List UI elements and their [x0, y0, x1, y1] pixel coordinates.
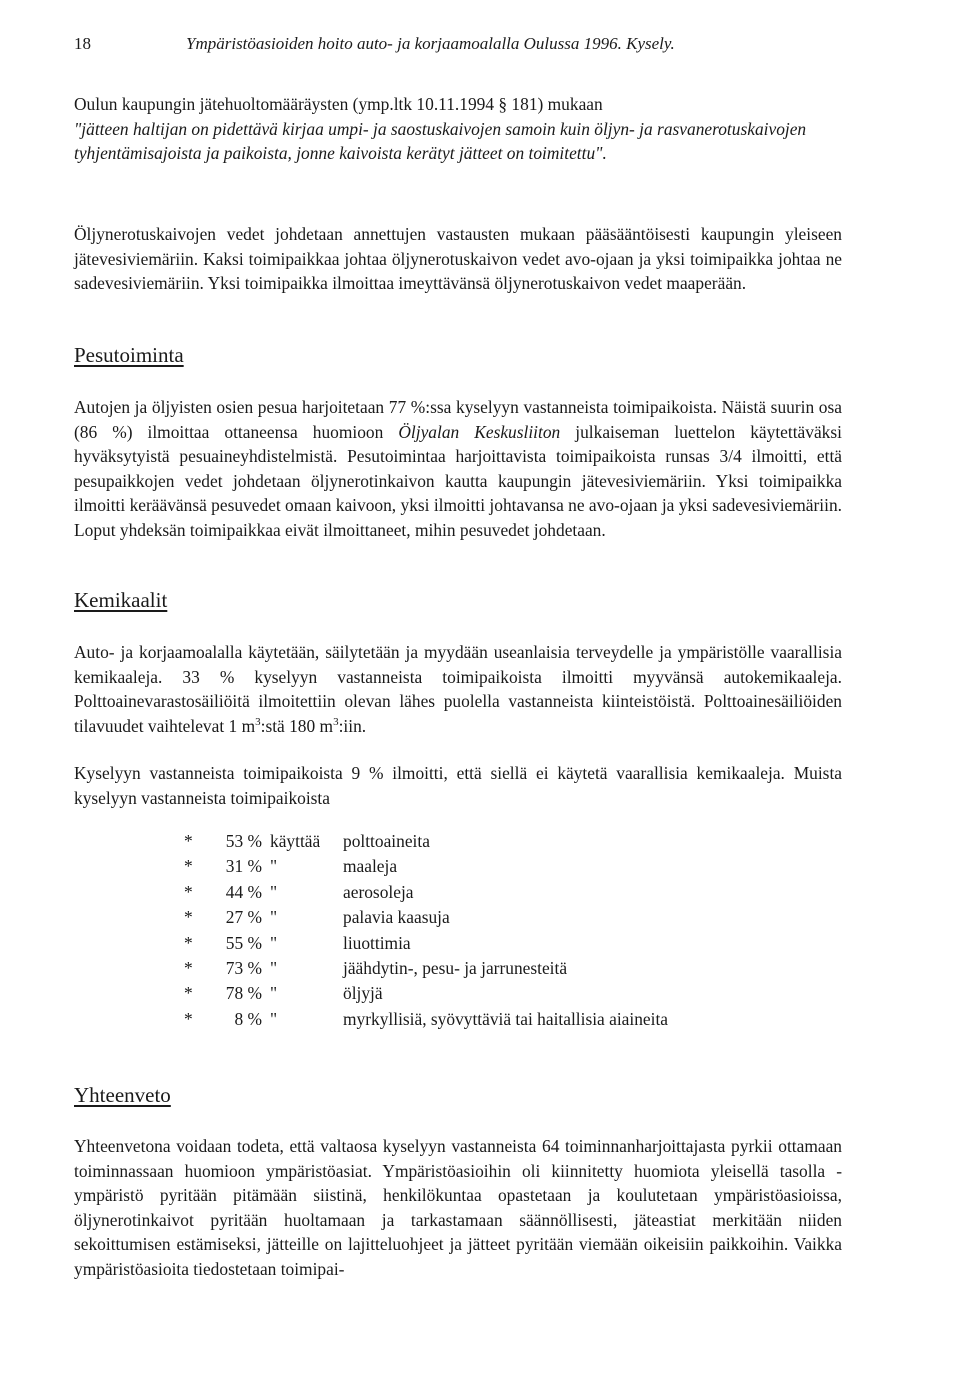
list-object: aerosoleja [343, 881, 414, 902]
bullet-asterisk: * [184, 983, 193, 1004]
superscript-2: 3 [333, 715, 339, 728]
ditto-mark: " [270, 983, 278, 1004]
ditto-mark: " [270, 856, 278, 877]
summary-heading: Yhteenveto [74, 1083, 171, 1107]
list-object: palavia kaasuja [343, 907, 450, 928]
washing-block [74, 395, 842, 543]
ditto-mark: " [270, 932, 278, 953]
washing-paragraph [74, 395, 842, 543]
chemicals-block [74, 640, 842, 738]
chemicals-text-mid: :stä 180 m [260, 715, 334, 736]
list-percent: 8 % [234, 1008, 262, 1029]
chemicals-paragraph-2: Kyselyyn vastanneista toimipaikoista 9 % ilmoitti, että siellä ei käytetä vaarallisia kemikaaleja. Muista kyselyyn vastanneista toimipaikoista [74, 763, 842, 808]
list-object: liuottimia [343, 932, 411, 953]
list-object: myrkyllisiä, syövyttäviä tai haitallisia aiaineita [343, 1008, 669, 1029]
ditto-mark: " [270, 1008, 278, 1029]
superscript-1: 3 [255, 715, 261, 728]
list-percent: 78 % [225, 983, 262, 1004]
chemicals-heading: Kemikaalit [74, 588, 168, 612]
list-percent: 73 % [225, 957, 262, 978]
chemicals-paragraph [74, 640, 842, 738]
oil-separator-paragraph: Öljynerotuskaivojen vedet johdetaan annettujen vastausten mukaan pääsääntöisesti kaupungin yleiseen jätevesiviemäriin. Kaksi toimipaikkaa johtaa öljynerotuskaivon vedet avo-ojaan ja yksi toimipaikka johtaa ne sadevesiviemäriin. Yksi toimipaikka ilmoittaa imeyttävänsä öljynerotuskaivon vedet maaperään. [74, 224, 842, 294]
chemicals-block-2 [74, 761, 842, 810]
ditto-mark: " [270, 881, 278, 902]
bullet-asterisk: * [184, 856, 193, 877]
washing-italic-reference: Öljyalan Keskusliiton [398, 421, 561, 442]
bullet-asterisk: * [184, 1008, 193, 1029]
list-object: maaleja [343, 856, 398, 877]
bullet-asterisk: * [184, 932, 193, 953]
list-percent: 44 % [225, 881, 262, 902]
ditto-mark: " [270, 957, 278, 978]
page-number: 18 [74, 34, 91, 53]
bullet-asterisk: * [184, 881, 193, 902]
washing-heading: Pesutoiminta [74, 343, 184, 367]
washing-text-start: Autojen ja öljyisten osien pesua harjoitetaan 77 %:ssa kyselyyn vastanneista toimipaikoista. Näistä suurin osa (86 %) ilmoittaa ottaneensa huomioon [74, 397, 842, 442]
intro-block [74, 92, 842, 166]
list-percent: 27 % [225, 907, 262, 928]
bullet-asterisk: * [184, 907, 193, 928]
chemicals-text-end: :iin. [338, 715, 367, 736]
list-percent: 53 % [225, 831, 262, 851]
summary-block [74, 1134, 842, 1282]
running-title: Ympäristöasioiden hoito auto- ja korjaamoalalla Oulussa 1996. Kysely. [186, 34, 675, 53]
washing-text-end: julkaiseman luettelon käytettäväksi hyväksytyistä pesuaineyhdistelmistä. Pesutoimintaa harjoittavista toimipaikoista runsas 3/4 ilmoitti, että pesupaikkojen vedet johdetaan öljynerotinkaivon kautta kaupungin jätevesiviemäriin. Yksi toimipaikka ilmoitti keräävänsä pesuvedet omaan kaivoon, yksi ilmoitti johtavansa ne avo-ojaan ja yksi sadevesiviemäriin. Loput yhdeksän toimipaikkaa eivät ilmoittaneet, mihin pesuvedet johdetaan. [74, 421, 842, 540]
list-object: polttoaineita [343, 831, 430, 851]
oil-separator-block [74, 222, 842, 296]
list-object: jäähdytin-, pesu- ja jarrunesteitä [343, 957, 568, 978]
list-verb: käyttää [270, 831, 321, 851]
ditto-mark: " [270, 907, 278, 928]
summary-paragraph: Yhteenvetona voidaan todeta, että valtaosa kyselyyn vastanneista 64 toiminnanharjoittajasta pyrkii ottamaan toiminnassaan huomioon ympäristöasiat. Ympäristöasioihin oli kiinnitetty huomiota yleisellä tasolla - ympäristö pyritään pitämään siistinä, henkilökuntaa opastetaan ja koulutetaan ympäristöasioissa, öljynerotinkaivot pyritään huoltamaan ja tarkastamaan säännöllisesti, jäteastiat merkitään niiden sekoittumisen estämiseksi, jätteille on lajitteluohjeet ja jätteet pyritään viemään oikeisiin paikkoihin. Vaikka ympäristöasioita tiedostetaan toimipai- [74, 1136, 842, 1279]
bullet-asterisk: * [184, 957, 193, 978]
regulation-quote: "jätteen haltijan on pidettävä kirjaa umpi- ja saostuskaivojen samoin kuin öljyn- ja rasvanerotuskaivojen tyhjentämisajoista ja paikoista, jonne kaivoista kerätyt jätteet on toimitettu". [74, 118, 807, 164]
list-percent: 55 % [225, 932, 262, 953]
chemicals-text-main: Auto- ja korjaamoalalla käytetään, säilytetään ja myydään useanlaisia terveydelle ja ympäristölle vaarallisia kemikaaleja. 33 % kyselyyn vastanneista toimipaikoista ilmoitti myyvänsä autokemikaaleja. Polttoainevarastosäiliöitä ilmoitettiin olevan lähes puolella vastanneista kiinteistöistä. Polttoainesäiliöiden tilavuudet vaihtelevat 1 m [74, 642, 842, 736]
list-object: öljyjä [343, 983, 383, 1004]
intro-line: Oulun kaupungin jätehuoltomääräysten (ymp.ltk 10.11.1994 § 181) mukaan [74, 94, 603, 114]
bullet-asterisk: * [184, 831, 193, 851]
list-percent: 31 % [225, 856, 262, 877]
